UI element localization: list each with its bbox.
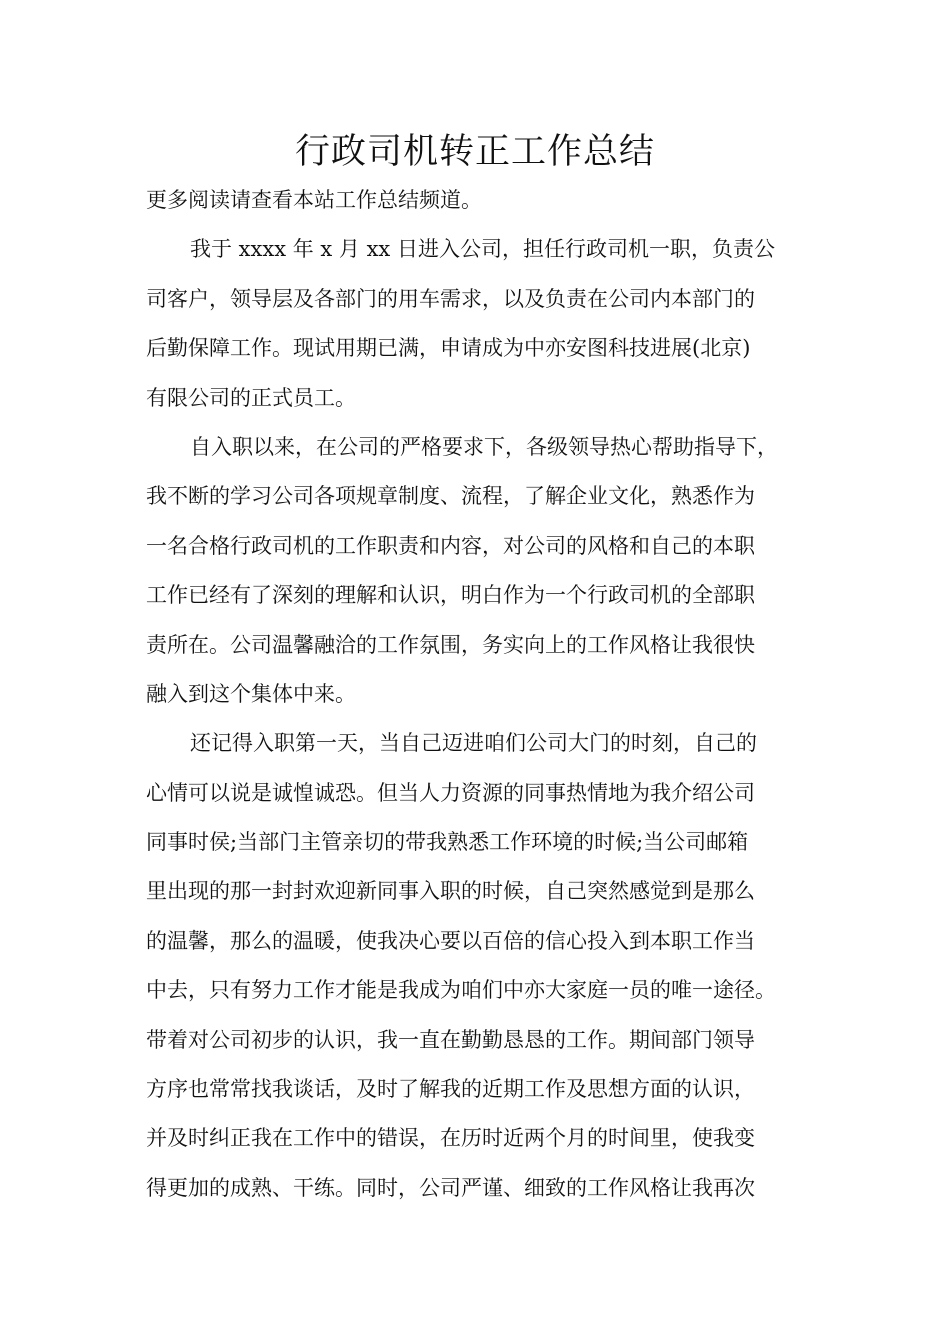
- text-line: 司客户，领导层及各部门的用车需求，以及负责在公司内本部门的: [146, 286, 755, 311]
- intro-line: 更多阅读请查看本站工作总结频道。: [146, 188, 482, 212]
- text-line: 心情可以说是诚惶诚恐。但当人力资源的同事热情地为我介绍公司: [146, 780, 755, 805]
- text-line: 我不断的学习公司各项规章制度、流程，了解企业文化，熟悉作为: [146, 484, 755, 509]
- text-line: 还记得入职第一天，当自己迈进咱们公司大门的时刻，自己的: [190, 731, 757, 756]
- text-line: 得更加的成熟、干练。同时，公司严谨、细致的工作风格让我再次: [146, 1175, 755, 1200]
- text-line: 责所在。公司温馨融洽的工作氛围，务实向上的工作风格让我很快: [146, 632, 755, 657]
- document-title: 行政司机转正工作总结: [294, 132, 655, 172]
- text-line: 工作已经有了深刻的理解和认识，明白作为一个行政司机的全部职: [146, 583, 755, 608]
- paragraph-2: [146, 423, 836, 719]
- text-line: 我于 xxxx 年 x 月 xx 日进入公司，担任行政司机一职，负责公: [190, 237, 775, 262]
- paragraph-3: [146, 719, 836, 1213]
- text-line: 后勤保障工作。现试用期已满，申请成为中亦安图科技进展(北京): [146, 336, 751, 361]
- text-line: 并及时纠正我在工作中的错误，在历时近两个月的时间里，使我变: [146, 1126, 755, 1151]
- text-line: 方序也常常找我谈话，及时了解我的近期工作及思想方面的认识，: [146, 1077, 755, 1102]
- document-body: [146, 176, 836, 1213]
- text-line: 中去，只有努力工作才能是我成为咱们中亦大家庭一员的唯一途径。: [146, 978, 776, 1003]
- text-line: 有限公司的正式员工。: [146, 385, 356, 410]
- text-line: 带着对公司初步的认识，我一直在勤勤恳恳的工作。期间部门领导: [146, 1027, 755, 1052]
- text-line: 融入到这个集体中来。: [146, 681, 356, 706]
- text-line: 自入职以来，在公司的严格要求下，各级领导热心帮助指导下，: [190, 434, 778, 459]
- paragraph-1: [146, 225, 836, 423]
- text-line: 里出现的那一封封欢迎新同事入职的时候，自己突然感觉到是那么: [146, 879, 755, 904]
- text-line: 一名合格行政司机的工作职责和内容，对公司的风格和自己的本职: [146, 533, 755, 558]
- text-line: 的温馨，那么的温暖，使我决心要以百倍的信心投入到本职工作当: [146, 928, 755, 953]
- text-line: 同事时侯;当部门主管亲切的带我熟悉工作环境的时候;当公司邮箱: [146, 830, 749, 855]
